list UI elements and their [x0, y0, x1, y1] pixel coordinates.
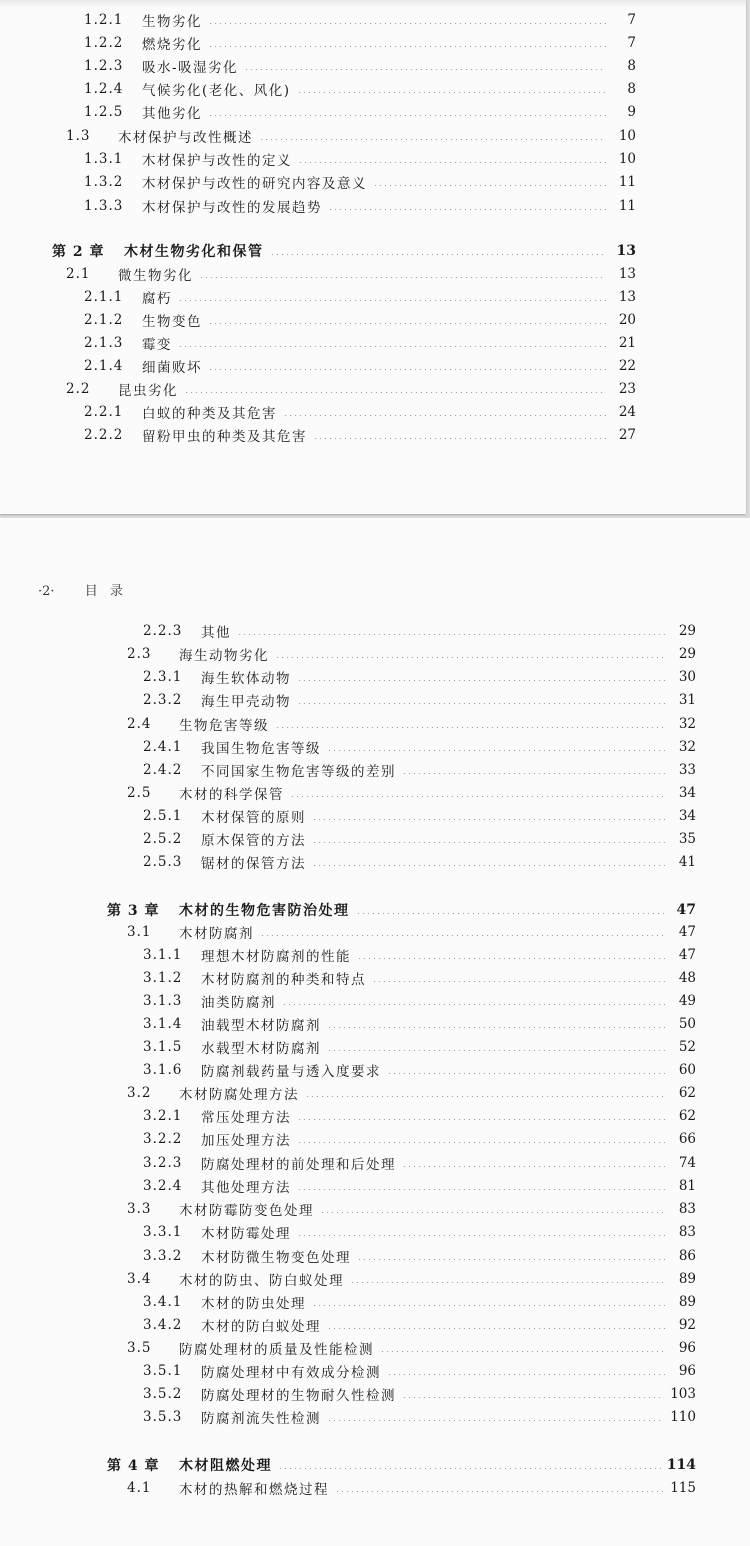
dot-leader [259, 139, 606, 140]
entry-title: 木材防霉处理 [201, 1226, 291, 1242]
entry-title: 木材的防虫处理 [201, 1296, 306, 1312]
entry-number: 3.4 [127, 1271, 152, 1287]
entry-title: 常压处理方法 [201, 1110, 291, 1126]
subsection-entry [84, 310, 636, 330]
dot-leader [275, 727, 666, 728]
entry-number: 1.3.2 [84, 174, 124, 190]
subsection-entry [143, 621, 696, 641]
dot-leader [312, 819, 666, 820]
entry-page-number: 50 [678, 1016, 696, 1032]
subsection-entry [143, 1361, 696, 1381]
entry-number: 1.2.3 [84, 58, 124, 74]
entry-title: 木材保护与改性的发展趋势 [142, 200, 322, 216]
subsection-entry [143, 1153, 696, 1173]
entry-page-number: 60 [678, 1062, 696, 1078]
entry-number: 1.2.2 [84, 35, 124, 51]
subsection-entry [143, 1384, 696, 1404]
entry-title: 木材的生物危害防治处理 [179, 903, 350, 919]
entry-title: 木材阻燃处理 [179, 1458, 272, 1474]
section-entry [127, 922, 696, 942]
dot-leader [298, 162, 606, 163]
dot-leader [380, 1351, 666, 1352]
entry-number: 3.3 [127, 1201, 152, 1217]
entry-page-number: 22 [618, 358, 636, 374]
entry-page-number: 47 [676, 902, 696, 918]
dot-leader [208, 115, 606, 116]
chapter-entry [107, 1455, 696, 1475]
entry-title: 其他 [201, 625, 231, 641]
dot-leader [297, 680, 666, 681]
dot-leader [357, 958, 666, 959]
entry-page-number: 31 [678, 692, 696, 708]
entry-title: 微生物劣化 [118, 268, 193, 284]
dot-leader [312, 865, 666, 866]
entry-title: 白蚁的种类及其危害 [142, 406, 277, 422]
entry-number: 3.5.3 [143, 1409, 183, 1425]
entry-title: 木材防腐处理方法 [179, 1087, 299, 1103]
entry-page-number: 13 [618, 289, 636, 305]
dot-leader [297, 1119, 666, 1120]
entry-number: 2.2.1 [84, 404, 124, 420]
dot-leader [297, 703, 666, 704]
entry-number: 1.2.4 [84, 81, 124, 97]
entry-page-number: 34 [678, 785, 696, 801]
entry-title: 木材的防虫、防白蚁处理 [179, 1273, 344, 1289]
subsection-entry [143, 690, 696, 710]
subsection-entry [143, 1246, 696, 1266]
dot-leader [350, 1282, 666, 1283]
dot-leader [387, 1374, 666, 1375]
entry-page-number: 7 [627, 35, 636, 51]
entry-number: 1.3.1 [84, 151, 124, 167]
entry-number: 2.5.1 [143, 808, 183, 824]
subsection-entry [84, 425, 636, 445]
subsection-entry [143, 667, 696, 687]
entry-page-number: 10 [618, 128, 636, 144]
section-entry [127, 1199, 696, 1219]
entry-page-number: 115 [670, 1480, 696, 1496]
entry-title: 木材防微生物变色处理 [201, 1250, 351, 1266]
section-entry [127, 644, 696, 664]
entry-number: 2.5.2 [143, 831, 183, 847]
entry-number: 3.3.1 [143, 1224, 183, 1240]
entry-title: 木材的防白蚁处理 [201, 1319, 321, 1335]
dot-leader [290, 796, 666, 797]
entry-number: 第 4 章 [107, 1458, 160, 1474]
entry-title: 油载型木材防腐剂 [201, 1018, 321, 1034]
entry-page-number: 9 [627, 104, 636, 120]
subsection-entry [84, 287, 636, 307]
entry-number: 3.2.4 [143, 1178, 183, 1194]
entry-title: 油类防腐剂 [201, 995, 276, 1011]
entry-number: 2.3 [127, 646, 152, 662]
entry-title: 原木保管的方法 [201, 833, 306, 849]
entry-number: 2.4.2 [143, 762, 183, 778]
entry-number: 3.1.5 [143, 1039, 183, 1055]
entry-page-number: 24 [618, 404, 636, 420]
dot-leader [297, 1189, 666, 1190]
subsection-entry [143, 1222, 696, 1242]
entry-title: 生物劣化 [142, 14, 202, 30]
dot-leader [178, 346, 606, 347]
section-entry [127, 714, 696, 734]
entry-page-number: 10 [618, 151, 636, 167]
entry-title: 留粉甲虫的种类及其危害 [142, 429, 307, 445]
entry-page-number: 13 [618, 266, 636, 282]
dot-leader [402, 773, 666, 774]
entry-page-number: 41 [678, 854, 696, 870]
entry-number: 3.1.2 [143, 970, 183, 986]
entry-number: 1.3 [66, 128, 91, 144]
entry-number: 3.5 [127, 1340, 152, 1356]
entry-title: 理想木材防腐剂的性能 [201, 949, 351, 965]
entry-page-number: 96 [678, 1340, 696, 1356]
entry-title: 霉变 [142, 337, 172, 353]
dot-leader [387, 1073, 666, 1074]
entry-title: 加压处理方法 [201, 1133, 291, 1149]
entry-page-number: 74 [678, 1155, 696, 1171]
entry-title: 防腐剂载药量与透入度要求 [201, 1064, 381, 1080]
entry-number: 2.1.2 [84, 312, 124, 328]
subsection-entry [84, 56, 636, 76]
entry-number: 3.2 [127, 1085, 152, 1101]
subsection-entry [84, 79, 636, 99]
entry-page-number: 7 [627, 12, 636, 28]
entry-title: 防腐处理材的生物耐久性检测 [201, 1388, 396, 1404]
entry-page-number: 89 [678, 1294, 696, 1310]
subsection-entry [143, 1176, 696, 1196]
entry-page-number: 20 [618, 312, 636, 328]
subsection-entry [84, 172, 636, 192]
subsection-entry [84, 402, 636, 422]
dot-leader [260, 935, 666, 936]
entry-number: 3.5.1 [143, 1363, 183, 1379]
section-entry [127, 783, 696, 803]
entry-page-number: 92 [678, 1317, 696, 1333]
dot-leader [312, 1305, 666, 1306]
entry-page-number: 29 [678, 623, 696, 639]
entry-number: 3.5.2 [143, 1386, 183, 1402]
subsection-entry [143, 1037, 696, 1057]
section-entry [127, 1338, 696, 1358]
dot-leader [237, 634, 666, 635]
subsection-entry [84, 196, 636, 216]
entry-page-number: 32 [678, 739, 696, 755]
entry-title: 防腐处理材的质量及性能检测 [179, 1342, 374, 1358]
dot-leader [357, 1259, 666, 1260]
entry-number: 2.2.2 [84, 427, 124, 443]
dot-leader [208, 369, 606, 370]
entry-page-number: 21 [618, 335, 636, 351]
dot-leader [275, 657, 666, 658]
entry-page-number: 81 [678, 1178, 696, 1194]
chapter-entry [52, 241, 636, 261]
entry-number: 2.1 [66, 266, 91, 282]
entry-title: 防腐剂流失性检测 [201, 1411, 321, 1427]
entry-number: 2.5 [127, 785, 152, 801]
entry-title: 木材防腐剂 [179, 926, 254, 942]
subsection-entry [143, 1407, 696, 1427]
page-header [38, 580, 127, 599]
subsection-entry [143, 1292, 696, 1312]
entry-page-number: 47 [678, 947, 696, 963]
dot-leader [278, 1468, 661, 1469]
entry-page-number: 8 [627, 58, 636, 74]
entry-page-number: 11 [618, 174, 636, 190]
subsection-entry [143, 991, 696, 1011]
entry-title: 海生动物劣化 [179, 648, 269, 664]
dot-leader [208, 23, 606, 24]
subsection-entry [143, 945, 696, 965]
dot-leader [297, 1235, 666, 1236]
entry-number: 3.1.1 [143, 947, 183, 963]
entry-page-number: 27 [618, 427, 636, 443]
entry-number: 1.2.5 [84, 104, 124, 120]
entry-number: 3.2.3 [143, 1155, 183, 1171]
subsection-entry [143, 1106, 696, 1126]
entry-title: 昆虫劣化 [118, 383, 178, 399]
dot-leader [208, 323, 606, 324]
entry-page-number: 62 [678, 1085, 696, 1101]
subsection-entry [84, 102, 636, 122]
entry-number: 3.3.2 [143, 1248, 183, 1264]
entry-number: 3.2.1 [143, 1108, 183, 1124]
entry-number: 2.1.1 [84, 289, 124, 305]
dot-leader [335, 1491, 664, 1492]
subsection-entry [143, 829, 696, 849]
section-entry [127, 1478, 696, 1498]
entry-page-number: 52 [678, 1039, 696, 1055]
entry-number: 2.5.3 [143, 854, 183, 870]
entry-title: 腐朽 [142, 291, 172, 307]
entry-number: 2.4 [127, 716, 152, 732]
entry-title: 不同国家生物危害等级的差别 [201, 764, 396, 780]
section-entry [66, 379, 636, 399]
section-entry [127, 1083, 696, 1103]
entry-title: 海生甲壳动物 [201, 694, 291, 710]
entry-page-number: 32 [678, 716, 696, 732]
entry-page-number: 47 [678, 924, 696, 940]
dot-leader [312, 842, 666, 843]
entry-title: 防腐处理材中有效成分检测 [201, 1365, 381, 1381]
entry-number: 3.1.3 [143, 993, 183, 1009]
entry-number: 3.4.1 [143, 1294, 183, 1310]
entry-page-number: 33 [678, 762, 696, 778]
section-entry [66, 264, 636, 284]
dot-leader [199, 277, 606, 278]
dot-leader [178, 300, 606, 301]
entry-page-number: 96 [678, 1363, 696, 1379]
entry-number: 1.3.3 [84, 198, 124, 214]
entry-number: 3.1.6 [143, 1062, 183, 1078]
dot-leader [402, 1397, 664, 1398]
chapter-entry [107, 900, 696, 920]
subsection-entry [143, 1315, 696, 1335]
entry-number: 3.1 [127, 924, 152, 940]
entry-page-number: 114 [666, 1457, 696, 1473]
dot-leader [372, 981, 666, 982]
section-label: 目 录 [84, 584, 127, 599]
entry-title: 木材防霉防变色处理 [179, 1203, 314, 1219]
entry-page-number: 35 [678, 831, 696, 847]
entry-number: 2.3.2 [143, 692, 183, 708]
dot-leader [327, 750, 666, 751]
entry-title: 木材保护与改性的研究内容及意义 [142, 176, 367, 192]
dot-leader [373, 185, 606, 186]
entry-title: 气候劣化(老化、风化) [142, 83, 291, 99]
dot-leader [208, 46, 606, 47]
dot-leader [282, 1004, 666, 1005]
entry-title: 木材保护与改性概述 [118, 130, 253, 146]
entry-title: 其他处理方法 [201, 1180, 291, 1196]
page-number: ·2· [38, 584, 55, 599]
dot-leader [305, 1096, 666, 1097]
dot-leader [327, 1420, 664, 1421]
dot-leader [328, 209, 606, 210]
entry-title: 吸水-吸湿劣化 [142, 60, 239, 76]
page-top-edge [0, 0, 746, 8]
entry-number: 2.3.1 [143, 669, 183, 685]
dot-leader [356, 913, 667, 914]
entry-title: 木材生物劣化和保管 [124, 244, 264, 260]
dot-leader [402, 1166, 666, 1167]
entry-page-number: 86 [678, 1248, 696, 1264]
entry-number: 3.1.4 [143, 1016, 183, 1032]
entry-page-number: 34 [678, 808, 696, 824]
entry-page-number: 89 [678, 1271, 696, 1287]
entry-page-number: 66 [678, 1131, 696, 1147]
subsection-entry [84, 33, 636, 53]
subsection-entry [84, 333, 636, 353]
entry-number: 2.1.4 [84, 358, 124, 374]
entry-page-number: 23 [618, 381, 636, 397]
entry-number: 2.2.3 [143, 623, 183, 639]
toc-page-top [0, 0, 746, 514]
entry-number: 2.1.3 [84, 335, 124, 351]
entry-page-number: 13 [616, 243, 636, 259]
subsection-entry [143, 1129, 696, 1149]
entry-page-number: 110 [670, 1409, 696, 1425]
subsection-entry [143, 1060, 696, 1080]
dot-leader [297, 1142, 666, 1143]
entry-number: 2.2 [66, 381, 91, 397]
dot-leader [327, 1027, 666, 1028]
entry-title: 其他劣化 [142, 106, 202, 122]
toc-page-bottom [0, 518, 750, 1546]
entry-title: 燃烧劣化 [142, 37, 202, 53]
entry-title: 水载型木材防腐剂 [201, 1041, 321, 1057]
entry-title: 细菌败坏 [142, 360, 202, 376]
entry-number: 3.2.2 [143, 1131, 183, 1147]
entry-title: 木材的热解和燃烧过程 [179, 1482, 329, 1498]
entry-number: 2.4.1 [143, 739, 183, 755]
entry-page-number: 8 [627, 81, 636, 97]
entry-page-number: 48 [678, 970, 696, 986]
entry-title: 海生软体动物 [201, 671, 291, 687]
entry-number: 第 3 章 [107, 903, 160, 919]
entry-page-number: 29 [678, 646, 696, 662]
entry-title: 防腐处理材的前处理和后处理 [201, 1157, 396, 1173]
dot-leader [270, 254, 607, 255]
entry-page-number: 30 [678, 669, 696, 685]
dot-leader [327, 1050, 666, 1051]
entry-number: 4.1 [127, 1480, 152, 1496]
entry-number: 第 2 章 [52, 244, 105, 260]
entry-number: 1.2.1 [84, 12, 124, 28]
subsection-entry [143, 1014, 696, 1034]
dot-leader [184, 392, 606, 393]
entry-title: 锯材的保管方法 [201, 856, 306, 872]
subsection-entry [143, 852, 696, 872]
dot-leader [320, 1212, 666, 1213]
entry-title: 木材保护与改性的定义 [142, 153, 292, 169]
entry-number: 3.4.2 [143, 1317, 183, 1333]
dot-leader [283, 415, 606, 416]
entry-page-number: 103 [670, 1386, 696, 1402]
subsection-entry [143, 806, 696, 826]
entry-title: 生物危害等级 [179, 718, 269, 734]
section-entry [127, 1269, 696, 1289]
entry-title: 木材防腐剂的种类和特点 [201, 972, 366, 988]
subsection-entry [143, 760, 696, 780]
entry-title: 木材保管的原则 [201, 810, 306, 826]
entry-title: 生物变色 [142, 314, 202, 330]
dot-leader [327, 1328, 666, 1329]
subsection-entry [143, 968, 696, 988]
dot-leader [244, 69, 606, 70]
subsection-entry [84, 149, 636, 169]
subsection-entry [84, 10, 636, 30]
entry-page-number: 11 [618, 198, 636, 214]
entry-page-number: 83 [678, 1224, 696, 1240]
section-entry [66, 126, 636, 146]
entry-page-number: 83 [678, 1201, 696, 1217]
dot-leader [313, 438, 606, 439]
subsection-entry [143, 737, 696, 757]
subsection-entry [84, 356, 636, 376]
entry-page-number: 62 [678, 1108, 696, 1124]
dot-leader [297, 92, 606, 93]
entry-page-number: 49 [678, 993, 696, 1009]
entry-title: 我国生物危害等级 [201, 741, 321, 757]
entry-title: 木材的科学保管 [179, 787, 284, 803]
